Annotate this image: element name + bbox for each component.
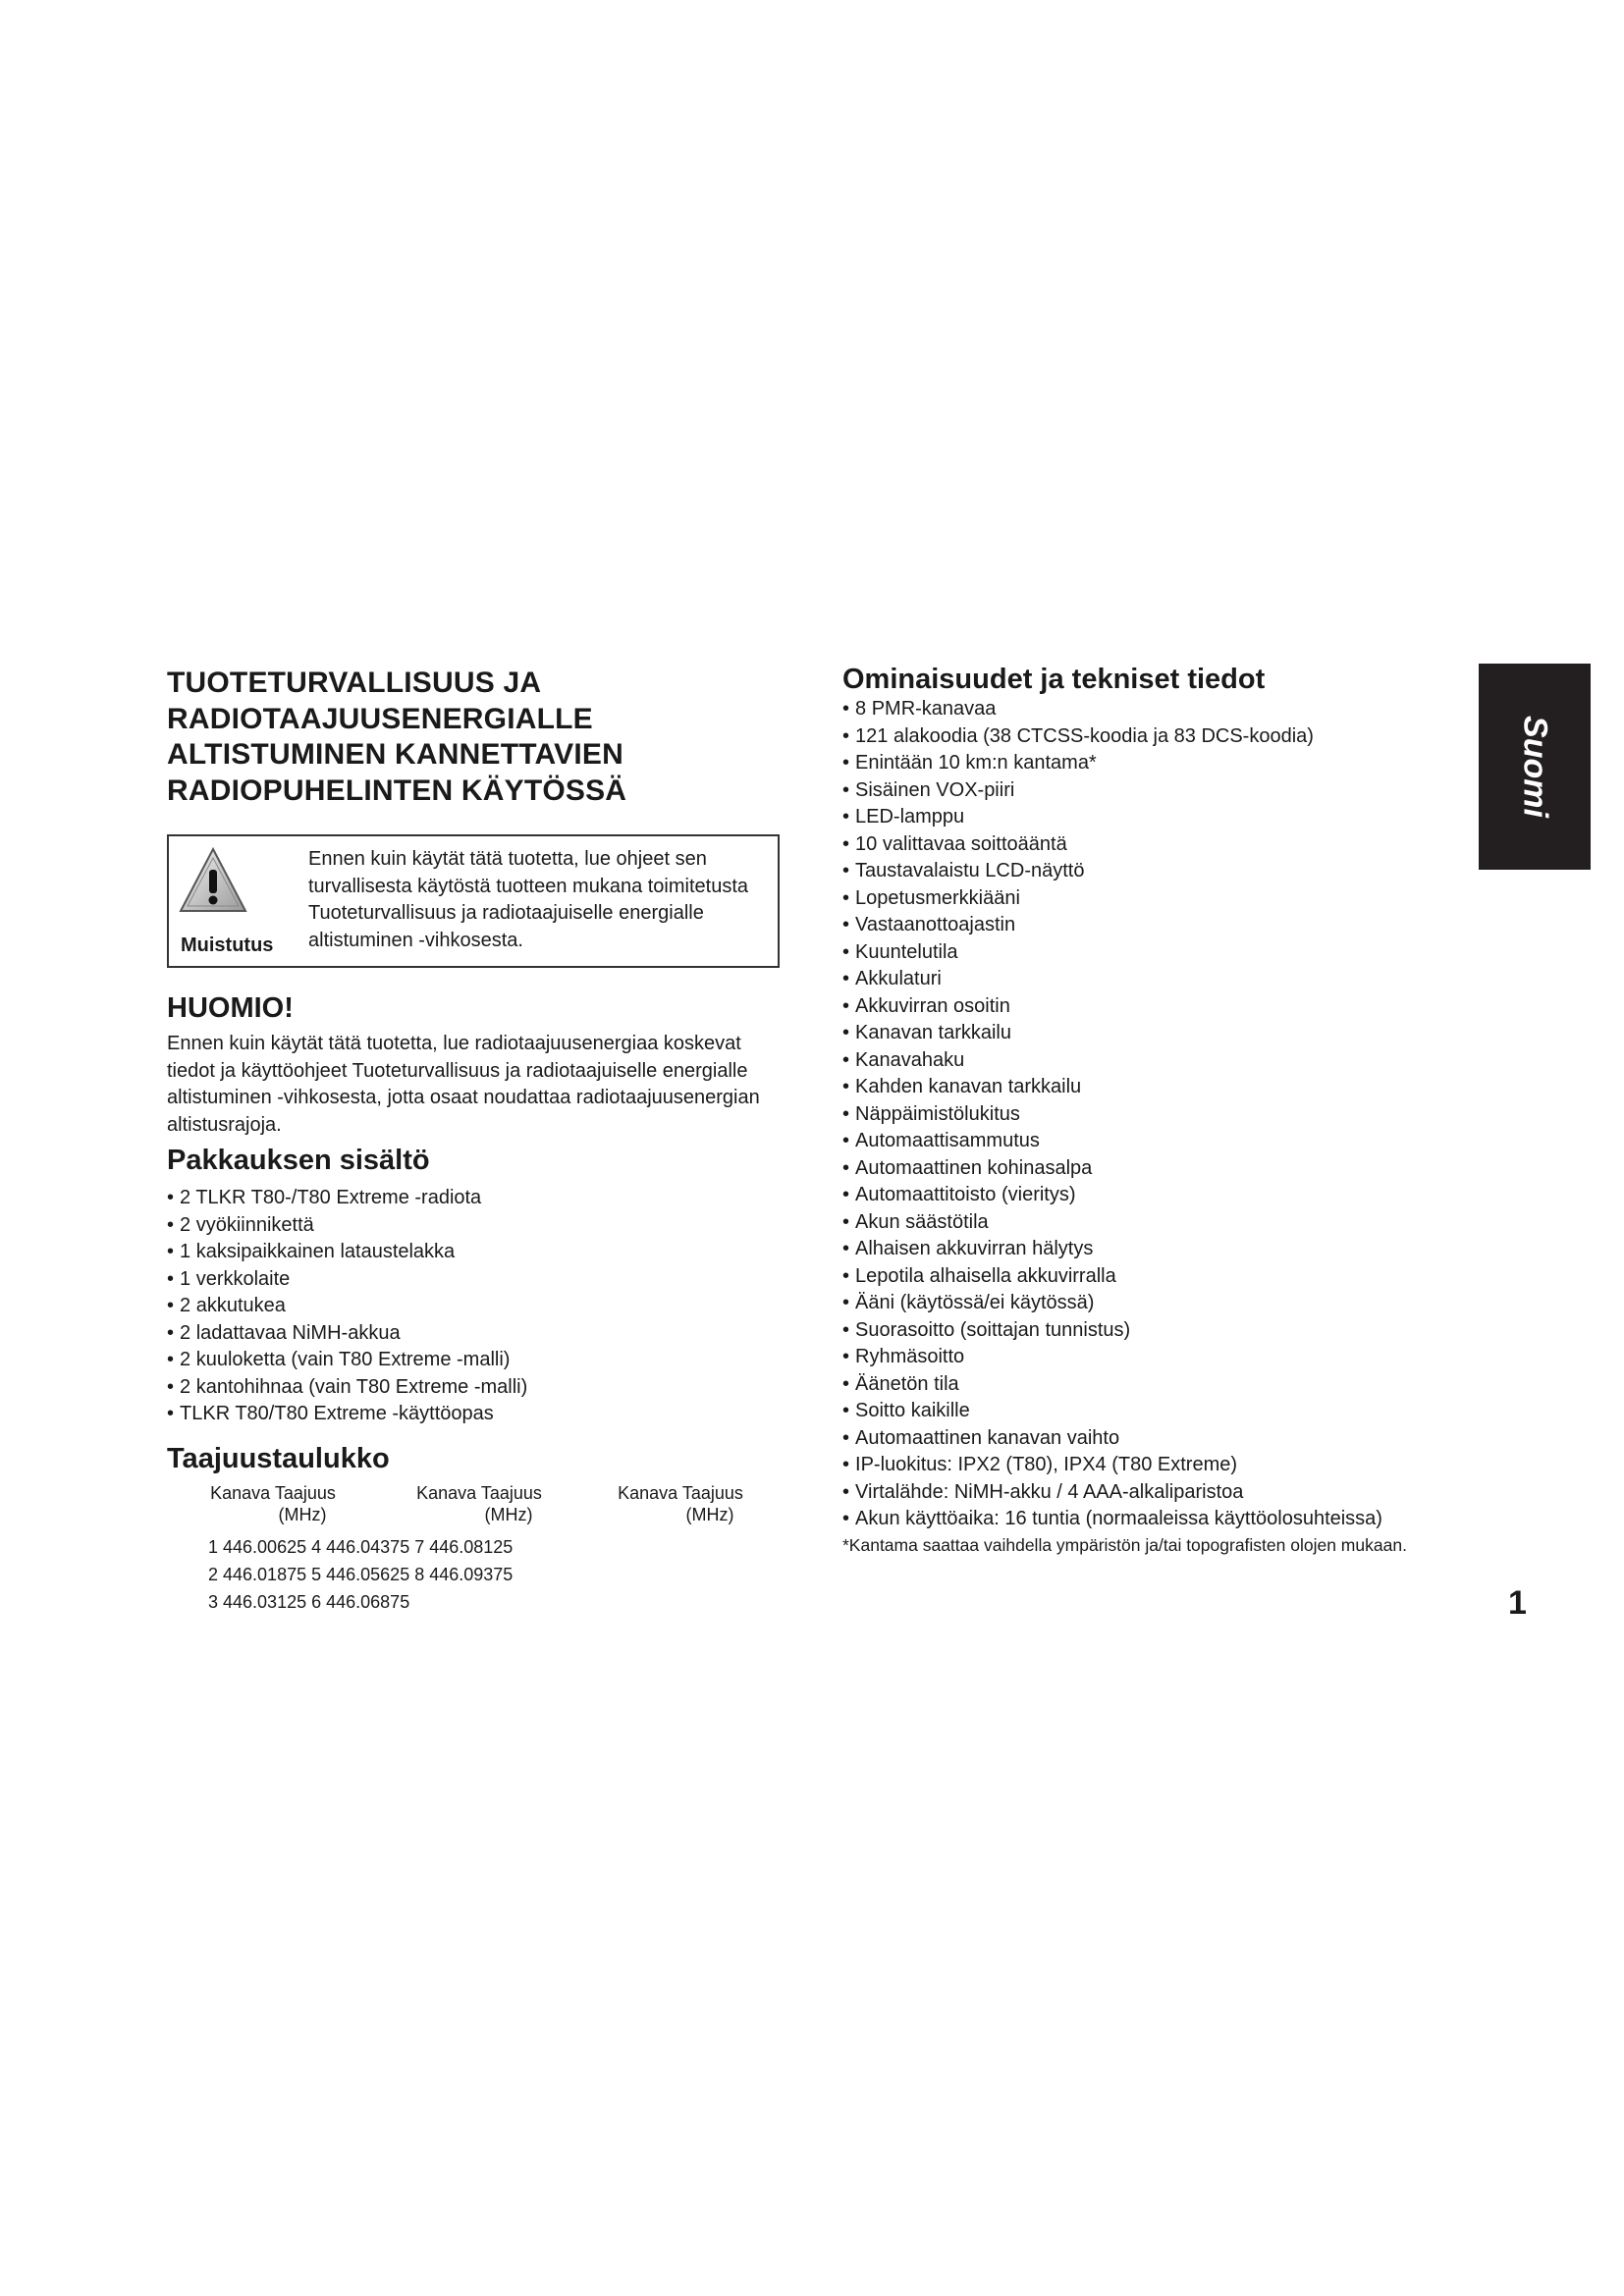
list-item: • Akun käyttöaika: 16 tuntia (normaaleissa käyttöolosuhteissa) bbox=[842, 1506, 1471, 1533]
package-heading: Pakkauksen sisältö bbox=[167, 1145, 430, 1176]
list-item: • Lopetusmerkkiääni bbox=[842, 885, 1471, 913]
footnote: *Kantama saattaa vaihdella ympäristön ja/tai topografisten olojen mukaan. bbox=[842, 1534, 1407, 1555]
caution-text: Ennen kuin käytät tätä tuotetta, lue radiotaajuusenergiaa koskevat tiedot ja käyttöohjeet Tuoteturvallisuus ja radiotaajuiselle energialle altistuminen -vihkosesta, jotta osaat noudattaa radiotaajuusenergian altistusrajoja. bbox=[167, 1033, 760, 1136]
list-item: • IP-luokitus: IPX2 (T80), IPX4 (T80 Extreme) bbox=[842, 1452, 1471, 1479]
safety-title-line: TUOTETURVALLISUUS JA bbox=[167, 667, 542, 699]
list-item: • Alhaisen akkuvirran hälytys bbox=[842, 1236, 1471, 1263]
notice-box bbox=[167, 834, 780, 968]
list-item: • LED-lamppu bbox=[842, 804, 1471, 831]
frequency-column-header bbox=[582, 1482, 779, 1525]
list-item: • Kanavahaku bbox=[842, 1047, 1471, 1075]
caution-heading: HUOMIO! bbox=[167, 992, 294, 1024]
list-item: • Automaattitoisto (vieritys) bbox=[842, 1182, 1471, 1209]
column-label: Kanava Taajuus bbox=[210, 1483, 336, 1503]
list-item: • Ääni (käytössä/ei käytössä) bbox=[842, 1290, 1471, 1317]
safety-title bbox=[167, 666, 795, 809]
frequency-rows bbox=[208, 1533, 513, 1616]
column-label: Kanava Taajuus bbox=[416, 1483, 542, 1503]
list-item: • Kanavan tarkkailu bbox=[842, 1020, 1471, 1047]
right-column bbox=[842, 664, 1471, 1557]
list-item: • 2 TLKR T80-/T80 Extreme -radiota bbox=[167, 1185, 527, 1212]
language-tab-label: Suomi bbox=[1516, 716, 1554, 818]
features-heading: Ominaisuudet ja tekniset tiedot bbox=[842, 664, 1266, 695]
safety-title-line: RADIOPUHELINTEN KÄYTÖSSÄ bbox=[167, 774, 627, 807]
column-unit: (MHz) bbox=[484, 1505, 533, 1524]
table-row: 3 446.03125 6 446.06875 bbox=[208, 1592, 410, 1612]
column-label: Kanava Taajuus bbox=[618, 1483, 743, 1503]
list-item: • Äänetön tila bbox=[842, 1371, 1471, 1399]
list-item: • Taustavalaistu LCD-näyttö bbox=[842, 858, 1471, 885]
page-number: 1 bbox=[1508, 1584, 1527, 1622]
list-item: • 2 ladattavaa NiMH-akkua bbox=[167, 1320, 527, 1348]
list-item: • Akkuvirran osoitin bbox=[842, 993, 1471, 1021]
list-item: • Akkulaturi bbox=[842, 966, 1471, 993]
list-item: • Ryhmäsoitto bbox=[842, 1344, 1471, 1371]
list-item: • 2 kantohihnaa (vain T80 Extreme -malli) bbox=[167, 1374, 527, 1402]
left-column bbox=[167, 666, 795, 1612]
list-item: • 10 valittavaa soittoääntä bbox=[842, 831, 1471, 859]
frequency-table-header bbox=[175, 1482, 764, 1525]
list-item: • Enintään 10 km:n kantama* bbox=[842, 750, 1471, 777]
notice-text: Ennen kuin käytät tätä tuotetta, lue ohjeet sen turvallisesta käytöstä tuotteen mukana toimitetusta Tuoteturvallisuus ja radiotaajuiselle energialle altistuminen -vihkosesta. bbox=[308, 848, 749, 951]
table-row: 2 446.01875 5 446.05625 8 446.09375 bbox=[208, 1565, 514, 1584]
language-tab bbox=[1479, 664, 1591, 870]
list-item: • TLKR T80/T80 Extreme -käyttöopas bbox=[167, 1401, 527, 1428]
column-unit: (MHz) bbox=[278, 1505, 327, 1524]
safety-title-line: ALTISTUMINEN KANNETTAVIEN bbox=[167, 738, 623, 771]
list-item: • Automaattinen kohinasalpa bbox=[842, 1155, 1471, 1183]
list-item: • Virtalähde: NiMH-akku / 4 AAA-alkaliparistoa bbox=[842, 1479, 1471, 1507]
frequency-heading: Taajuustaulukko bbox=[167, 1443, 390, 1474]
list-item: • 8 PMR-kanavaa bbox=[842, 696, 1471, 723]
list-item: • 2 vyökiinnikettä bbox=[167, 1212, 527, 1240]
list-item: • Lepotila alhaisella akkuvirralla bbox=[842, 1263, 1471, 1291]
frequency-table bbox=[175, 1482, 764, 1612]
list-item: • Kuuntelutila bbox=[842, 939, 1471, 967]
list-item: • Kahden kanavan tarkkailu bbox=[842, 1074, 1471, 1101]
features-list bbox=[842, 696, 1471, 1533]
list-item: • Automaattinen kanavan vaihto bbox=[842, 1425, 1471, 1453]
frequency-column-header bbox=[175, 1482, 371, 1525]
list-item: • Vastaanottoajastin bbox=[842, 912, 1471, 939]
list-item: • Näppäimistölukitus bbox=[842, 1101, 1471, 1129]
list-item: • Soitto kaikille bbox=[842, 1398, 1471, 1425]
list-item: • Akun säästötila bbox=[842, 1209, 1471, 1237]
frequency-column-header bbox=[381, 1482, 577, 1525]
list-item: • 2 akkutukea bbox=[167, 1293, 527, 1320]
column-unit: (MHz) bbox=[685, 1505, 734, 1524]
table-row: 1 446.00625 4 446.04375 7 446.08125 bbox=[208, 1537, 514, 1557]
list-item: • Automaattisammutus bbox=[842, 1128, 1471, 1155]
list-item: • Suorasoitto (soittajan tunnistus) bbox=[842, 1317, 1471, 1345]
list-item: • 1 verkkolaite bbox=[167, 1266, 527, 1294]
safety-title-line: RADIOTAAJUUSENERGIALLE bbox=[167, 702, 593, 735]
list-item: • 121 alakoodia (38 CTCSS-koodia ja 83 DCS-koodia) bbox=[842, 723, 1471, 751]
package-list bbox=[167, 1185, 527, 1428]
list-item: • 2 kuuloketta (vain T80 Extreme -malli) bbox=[167, 1347, 527, 1374]
list-item: • Sisäinen VOX-piiri bbox=[842, 777, 1471, 805]
list-item: • 1 kaksipaikkainen lataustelakka bbox=[167, 1239, 527, 1266]
warning-triangle-icon bbox=[179, 846, 247, 915]
notice-label: Muistutus bbox=[181, 934, 274, 956]
